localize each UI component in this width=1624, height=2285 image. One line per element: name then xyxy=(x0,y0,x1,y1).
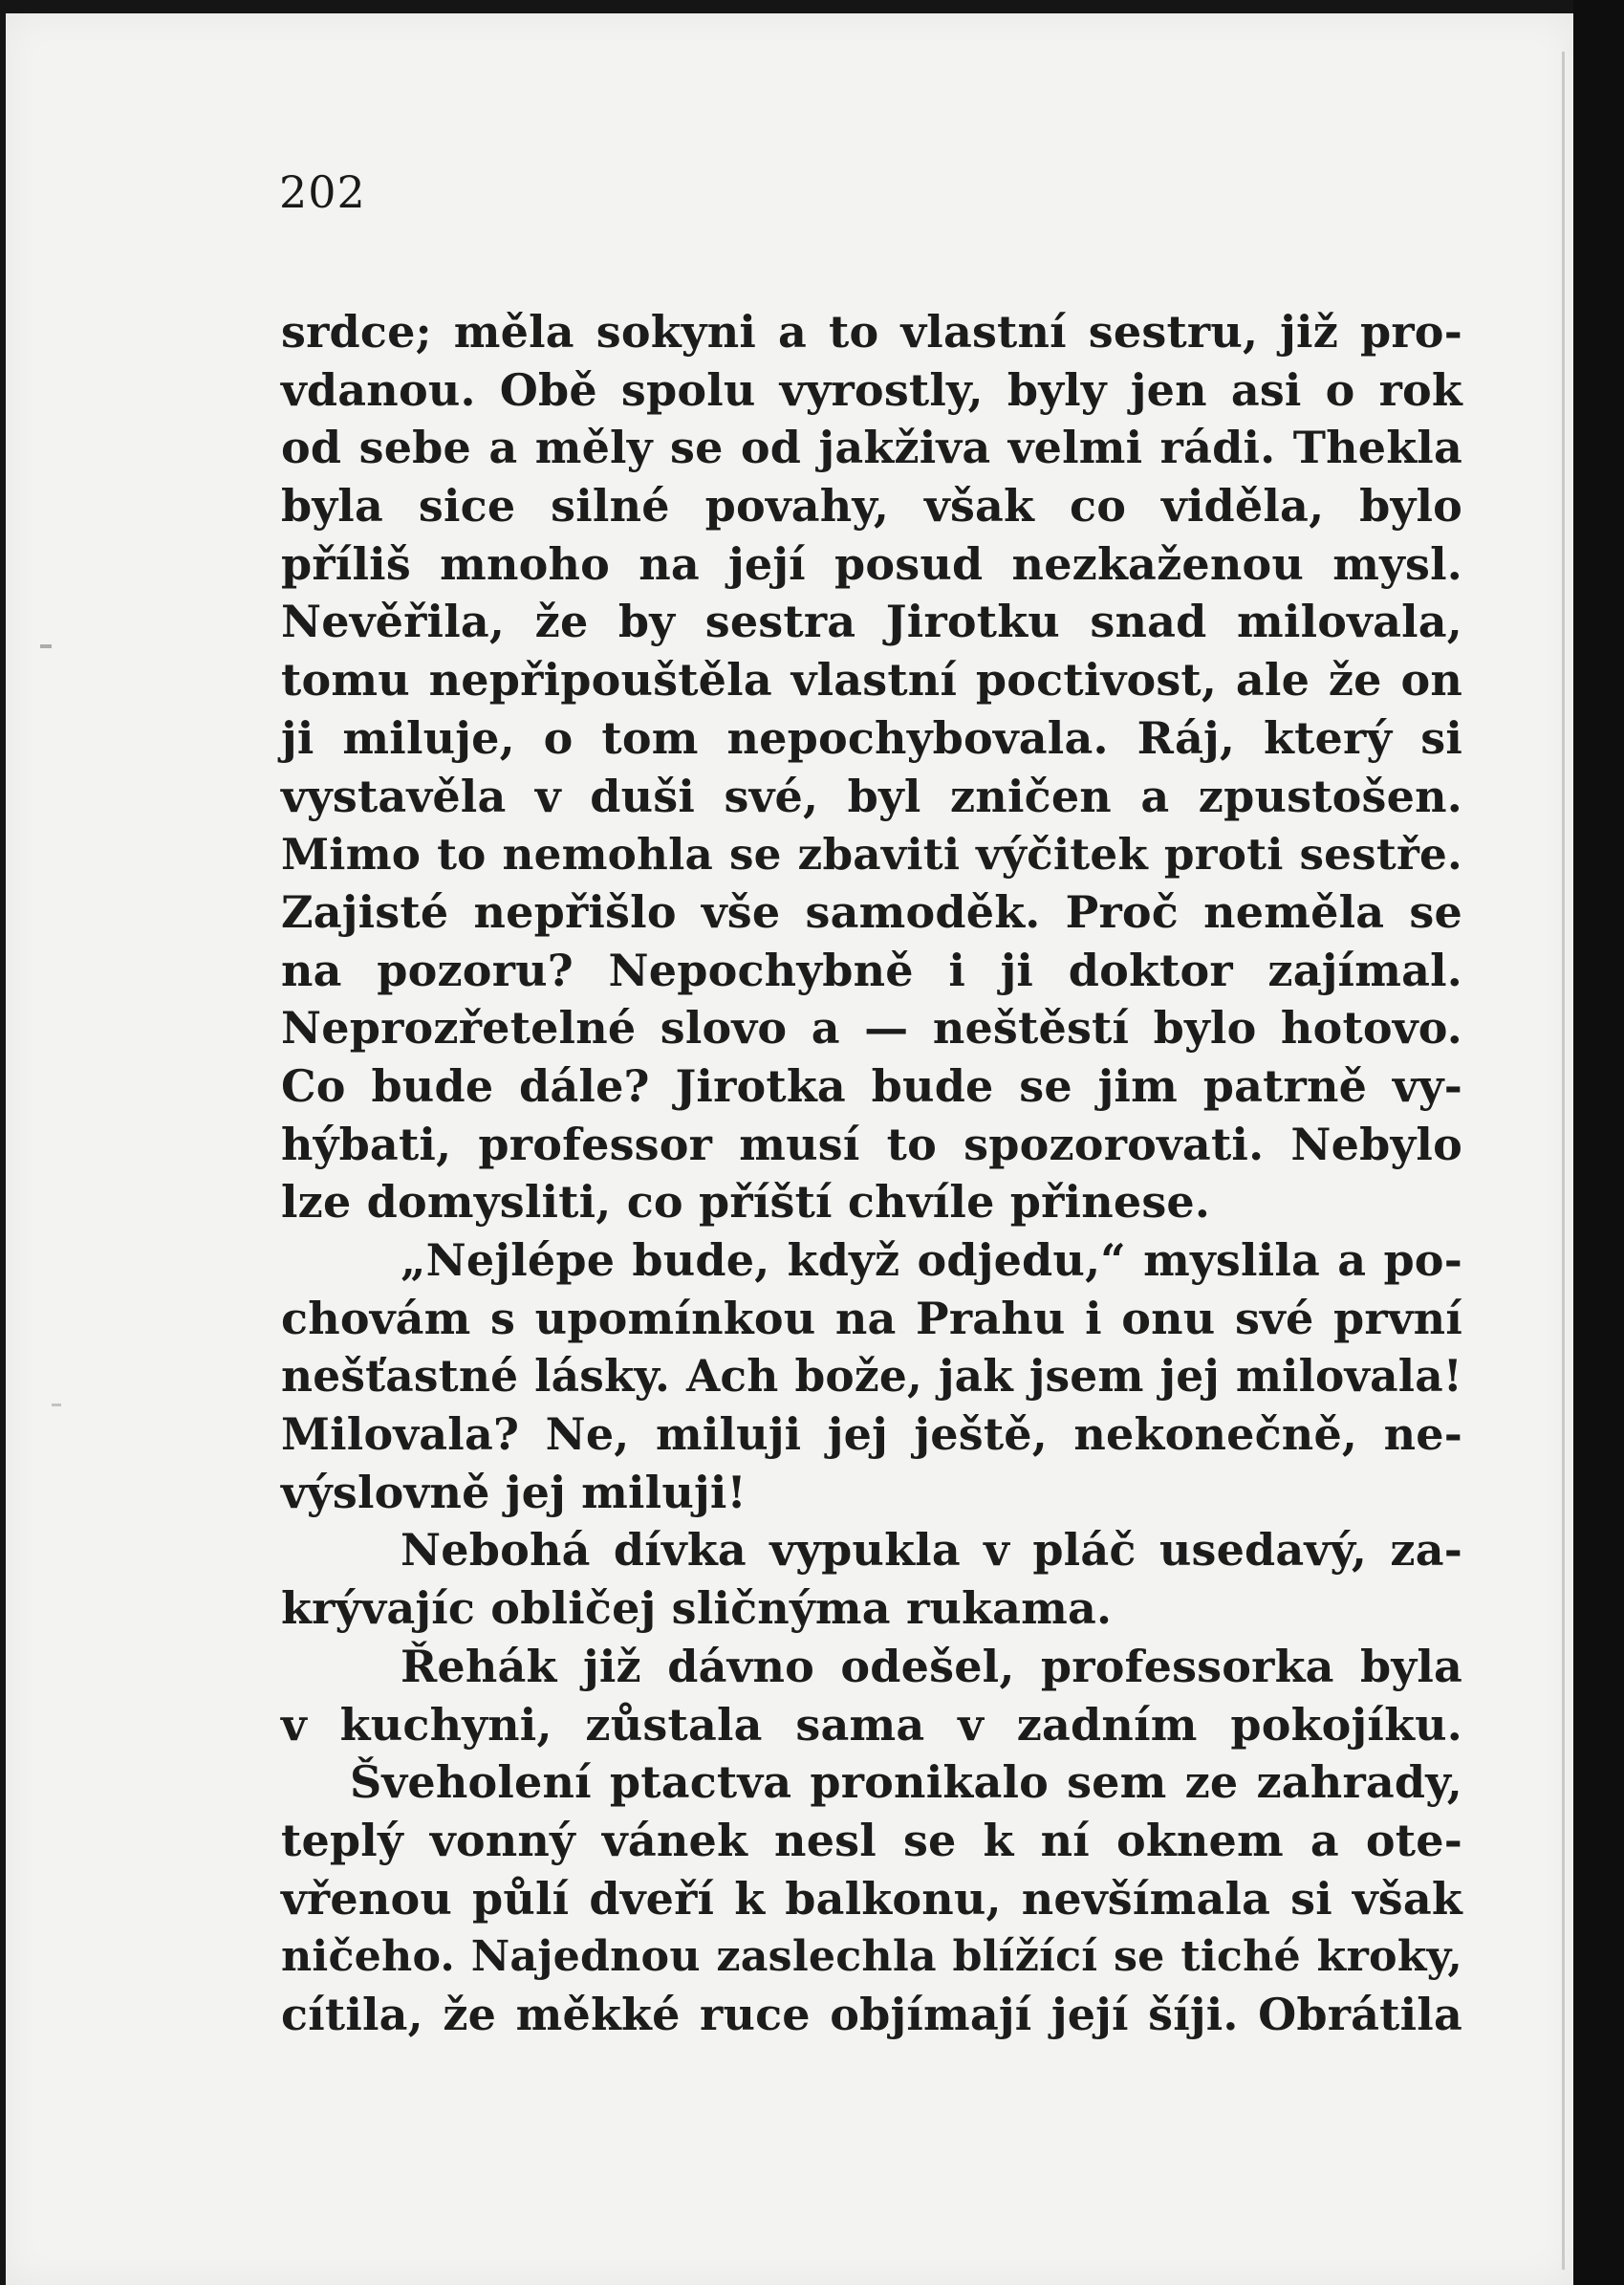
text-line: Šveholení ptactva pronikalo sem ze zahrady, xyxy=(350,1756,1462,1809)
print-speck xyxy=(40,644,52,648)
text-line: cítila, že měkké ruce objímají její šíji. Obrátila xyxy=(281,1988,1462,2040)
text-line: chovám s upomínkou na Prahu i onu své první xyxy=(281,1292,1462,1344)
text-line: Nebohá dívka vypukla v pláč usedavý, za- xyxy=(401,1524,1462,1577)
body-text xyxy=(281,303,1462,2044)
text-line: příliš mnoho na její posud nezkaženou mysl. xyxy=(281,537,1462,590)
text-line: Řehák již dávno odešel, professorka byla xyxy=(401,1640,1462,1692)
scan-border xyxy=(1573,0,1624,2285)
text-line: vdanou. Obě spolu vyrostly, byly jen asi o rok xyxy=(281,363,1462,416)
print-speck xyxy=(52,1404,61,1406)
text-line: na pozoru? Nepochybně i ji doktor zajímal. xyxy=(281,944,1462,996)
text-line: vřenou půlí dveří k balkonu, nevšímala si však xyxy=(281,1872,1462,1925)
text-line: teplý vonný vánek nesl se k ní oknem a ote- xyxy=(281,1814,1462,1866)
page-number: 202 xyxy=(279,166,366,218)
text-line: byla sice silné povahy, však co viděla, bylo xyxy=(281,480,1462,533)
text-line: Milovala? Ne, miluji jej ještě, nekonečně, ne- xyxy=(281,1408,1462,1461)
text-line: Co bude dále? Jirotka bude se jim patrně vy- xyxy=(281,1059,1462,1112)
text-line: tomu nepřipouštěla vlastní poctivost, ale že on xyxy=(281,654,1462,707)
text-line: lze domysliti, co příští chvíle přinese. xyxy=(281,1176,1211,1229)
text-line: od sebe a měly se od jakživa velmi rádi. Thekla xyxy=(281,422,1462,474)
text-line: ničeho. Najednou zaslechla blížící se tiché kroky, xyxy=(281,1931,1462,1982)
text-line: srdce; měla sokyni a to vlastní sestru, již pro- xyxy=(281,306,1462,358)
text-line: Neprozřetelné slovo a — neštěstí bylo hotovo. xyxy=(281,1002,1462,1055)
text-line: krývajíc obličej sličnýma rukama. xyxy=(281,1582,1113,1635)
text-line: Nevěřila, že by sestra Jirotku snad milovala, xyxy=(281,596,1462,648)
text-line: ji miluje, o tom nepochybovala. Ráj, který si xyxy=(281,711,1462,764)
text-line: v kuchyni, zůstala sama v zadním pokojíku. xyxy=(281,1698,1462,1751)
text-line: vystavěla v duši své, byl zničen a zpustošen. xyxy=(281,770,1462,822)
text-line: výslovně jej miluji! xyxy=(281,1466,747,1518)
text-line: Mimo to nemohla se zbaviti výčitek proti sestře. xyxy=(281,828,1462,881)
text-line: nešťastné lásky. Ach bože, jak jsem jej milovala! xyxy=(281,1350,1462,1403)
text-line: „Nejlépe bude, když odjedu,“ myslila a po- xyxy=(401,1234,1462,1286)
text-line: Zajisté nepřišlo vše samoděk. Proč neměla se xyxy=(281,885,1462,938)
page-edge-line xyxy=(1562,52,1565,2270)
text-line: hýbati, professor musí to spozorovati. Nebylo xyxy=(281,1118,1462,1170)
